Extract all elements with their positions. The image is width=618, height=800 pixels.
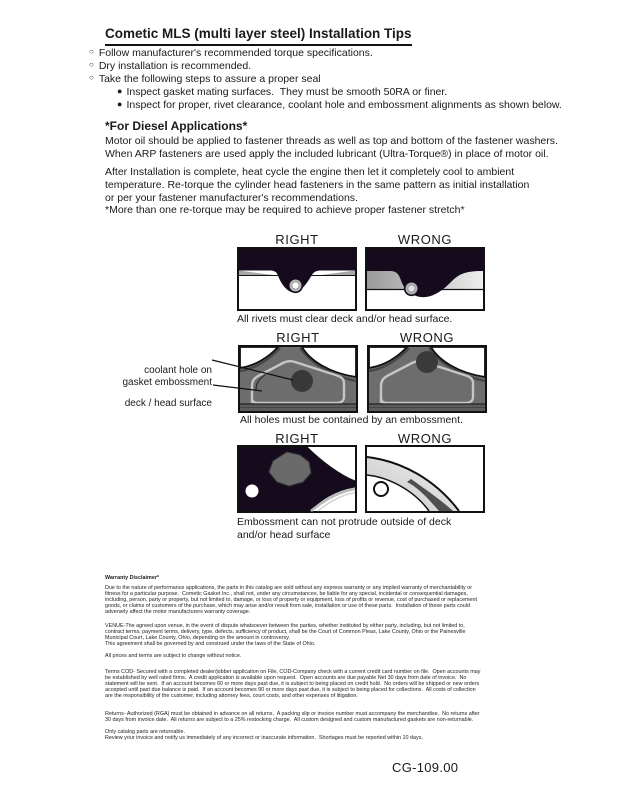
fine-print-line: Terms COD- Secured with a completed dealer/jobber application on File, COD-Company check with a current credit card number on file. Open accounts may <box>105 669 481 675</box>
wrong-label: WRONG <box>399 330 455 345</box>
diesel-paragraph-1 <box>105 135 558 161</box>
right-label: RIGHT <box>275 431 319 446</box>
tip-text: Dry installation is recommended. <box>98 59 252 72</box>
catalog-returns-paragraph <box>105 729 423 741</box>
tip-text: Inspect gasket mating surfaces. They must be smooth 50RA or finer. <box>126 85 448 98</box>
bolt-hole-icon <box>374 482 388 496</box>
prices-line: All prices and terms are subject to change without notice. <box>105 653 242 659</box>
fine-print-line: contract terms, payment terms, delivery, type, defects, sufficiency of product, shall be the Court of Common Pleas, Lake County, Ohio or the Painesville <box>105 629 466 635</box>
fine-print-line: are the responsibility of the customer, including attorney fees, court costs, and other expenses of litigation. <box>105 693 358 699</box>
fine-print-line: statement will be sent. If an account becomes 60 or more days past due, it is subject to being placed on credit hold. No orders will be shipped or new orders <box>105 681 480 687</box>
fine-print-line: accepted until past due balance is paid. If an account becomes 90 or more days past due, it is subject to being placed for collections. All costs of collection <box>105 687 476 693</box>
fine-print-line: be established by well rated firms. A credit application is available upon request. Open accounts are due payable Net 30 days from date of invoice. No <box>105 675 467 681</box>
rivet-right-diagram <box>237 247 357 311</box>
tip-text: Take the following steps to assure a proper seal <box>98 72 321 85</box>
diesel-heading: *For Diesel Applications* <box>105 119 248 133</box>
callout-leader-lines <box>205 352 305 400</box>
caption-line: and/or head surface <box>237 529 331 541</box>
venue-paragraph <box>105 623 465 647</box>
page-code: CG-109.00 <box>392 760 459 775</box>
open-bullet-icon: ○ <box>89 47 94 56</box>
paragraph-line: Motor oil should be applied to fastener threads as well as top and bottom of the fastener washers. <box>105 135 558 147</box>
callout-line: deck / head surface <box>124 398 212 409</box>
fine-print-line: fitness for a particular purpose. Cometic Gasket Inc., shall not, under any circumstances, be liable for any special, incidental or consequential damages, <box>105 591 468 597</box>
gasket-embossment-callout: gasket embossment <box>122 377 212 388</box>
retorque-note: *More than one re-torque may be required to achieve proper fastener stretch* <box>105 204 465 216</box>
fine-print-line: Only catalog parts are returnable. <box>105 729 186 735</box>
right-label: RIGHT <box>275 232 319 247</box>
fine-print-line: including, person, party or property, but not limited to, damage, or loss of property or equipment, loss of profits or revenue, cost of purchased or replacement <box>105 597 478 603</box>
warranty-disclaimer-heading: Warranty Disclaimer* <box>105 575 160 581</box>
protrusion-wrong-diagram <box>365 445 485 513</box>
fine-print-line: This agreement shall be governed by and construed under the laws of the State of Ohio. <box>105 641 316 647</box>
rivet-caption: All rivets must clear deck and/or head surface. <box>237 313 453 325</box>
protrusion-right-diagram <box>237 445 357 513</box>
list-item <box>89 46 373 59</box>
paragraph-line: After Installation is complete, heat cycle the engine then let it completely cool to ambient <box>105 166 515 178</box>
list-item <box>89 72 321 85</box>
callout-line: coolant hole on <box>144 365 212 376</box>
diesel-paragraph-2 <box>105 166 529 205</box>
tip-text: Follow manufacturer's recommended torque specifications. <box>98 46 373 59</box>
caption-line: Embossment can not protrude outside of deck <box>237 516 452 528</box>
fine-print-line: Returns- Authorized (RGA) must be obtained in advance on all returns. A packing slip or invoice number must accompany the merchandise. No returns after <box>105 711 480 717</box>
warranty-paragraph <box>105 585 477 615</box>
page-title: Cometic MLS (multi layer steel) Installation Tips <box>105 26 412 46</box>
fine-print-line: adversely affect the motor manufacturers warranty coverage. <box>105 609 251 615</box>
holes-caption: All holes must be contained by an embossment. <box>240 414 463 426</box>
coolant-hole-icon <box>416 351 438 373</box>
returns-paragraph <box>105 711 480 723</box>
list-item <box>89 59 251 72</box>
filled-bullet-icon: ● <box>117 98 123 109</box>
fine-print-line: Review your invoice and notify us immediately of any incorrect or inaccurate information. Shortages must be reported within 10 days. <box>105 735 423 741</box>
wrong-label: WRONG <box>397 232 453 247</box>
fine-print-line: Due to the nature of performance applications, the parts in this catalog are sold without any express warranty or any implied warranty of merchantability or <box>105 585 473 591</box>
list-item <box>117 85 447 98</box>
protrusion-caption <box>237 516 451 542</box>
wrong-label: WRONG <box>397 431 453 446</box>
paragraph-line: temperature. Re-torque the cylinder head fasteners in the same pattern as initial installation <box>105 179 530 191</box>
fine-print-line: goods, or claims of customers of the purchase, which may arise and/or result from sale, installation or use of these parts. Installation of these parts could <box>105 603 470 609</box>
rivet-wrong-diagram <box>365 247 485 311</box>
terms-paragraph <box>105 669 480 699</box>
tip-text: Inspect for proper, rivet clearance, coolant hole and embossment alignments as shown below. <box>126 98 562 111</box>
fine-print-line: VENUE-The agreed upon venue, in the event of dispute whatsoever between the parties, whether instituted by either party, including, but not limited to, <box>105 623 465 629</box>
fine-print-line: 30 days from invoice date. All returns are subject to a 25% restocking charge. All custom designed and custom manufactured gaskets are non-returnable. <box>105 717 474 723</box>
right-label: RIGHT <box>276 330 320 345</box>
fine-print-line: Municipal Court, Lake County, Ohio, depending on the amount in controversy. <box>105 635 290 641</box>
open-bullet-icon: ○ <box>89 73 94 82</box>
list-item <box>117 98 562 111</box>
bolt-hole-icon <box>246 485 259 498</box>
filled-bullet-icon: ● <box>117 85 123 96</box>
embossment-wrong-diagram <box>367 345 487 413</box>
open-bullet-icon: ○ <box>89 60 94 69</box>
paragraph-line: When ARP fasteners are used apply the included lubricant (Ultra-Torque®) in place of motor oil. <box>105 148 549 160</box>
paragraph-line: or per your fastener manufacturer's recommendations. <box>105 192 358 204</box>
